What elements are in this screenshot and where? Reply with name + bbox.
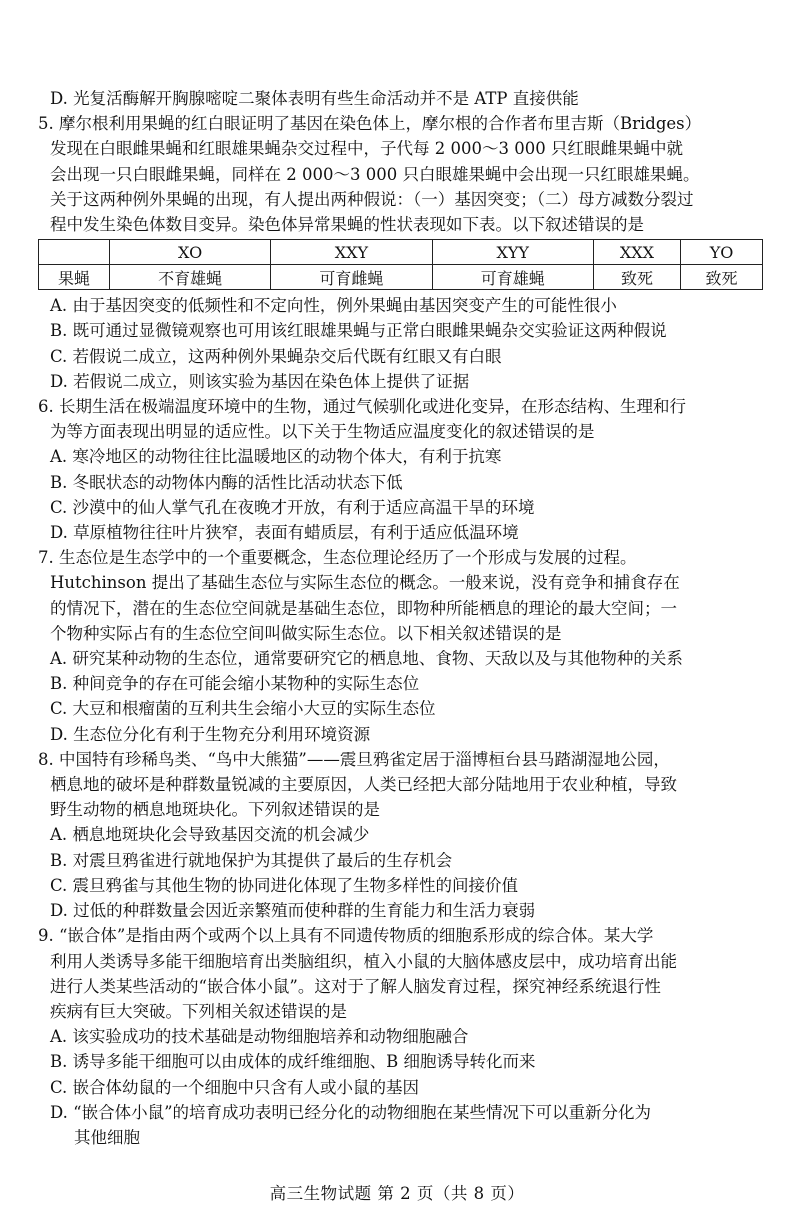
table-cell: 致死 (593, 265, 680, 290)
q5-option-d: D. 若假说二成立，则该实验为基因在染色体上提供了证据 (50, 371, 470, 391)
q5-stem-line: 5. 摩尔根利用果蝇的红白眼证明了基因在染色体上，摩尔根的合作者布里吉斯（Bridges） (38, 114, 702, 134)
table-cell: 致死 (681, 265, 763, 290)
q7-stem-line: 的情况下，潜在的生态位空间就是基础生态位，即物种所能栖息的理论的最大空间；一 (50, 598, 677, 618)
q5-stem-line: 会出现一只白眼雌果蝇，同样在 2 000～3 000 只白眼雄果蝇中会出现一只红眼雄果蝇。 (50, 164, 700, 184)
table-header-cell: XO (110, 240, 271, 265)
q9-option-d-continued: 其他细胞 (74, 1127, 140, 1147)
q9-option-c: C. 嵌合体幼鼠的一个细胞中只含有人或小鼠的基因 (50, 1077, 420, 1097)
q5-option-c: C. 若假说二成立，这两种例外果蝇杂交后代既有红眼又有白眼 (50, 346, 502, 366)
question-9 (38, 923, 766, 1150)
q7-option-d: D. 生态位分化有利于生物充分利用环境资源 (50, 724, 371, 744)
q9-stem-line: 疾病有巨大突破。下列相关叙述错误的是 (50, 1001, 347, 1021)
q9-stem-line: 进行人类某些活动的“嵌合体小鼠”。这对于了解人脑发育过程，探究神经系统退行性 (50, 976, 661, 996)
table-header-row (39, 240, 763, 265)
q5-option-a: A. 由于基因突变的低频性和不定向性，例外果蝇由基因突变产生的可能性很小 (50, 296, 617, 316)
q5-stem-line: 程中发生染色体数目变异。染色体异常果蝇的性状表现如下表。以下叙述错误的是 (50, 215, 644, 235)
table-header-cell: YO (681, 240, 763, 265)
q7-option-b: B. 种间竞争的存在可能会缩小某物种的实际生态位 (50, 674, 420, 694)
q6-stem-line: 为等方面表现出明显的适应性。以下关于生物适应温度变化的叙述错误的是 (50, 422, 595, 442)
question-8 (38, 747, 766, 923)
q4-option-d: D. 光复活酶解开胸腺嘧啶二聚体表明有些生命活动并不是 ATP 直接供能 (50, 89, 579, 108)
q9-stem-line: 9. “嵌合体”是指由两个或两个以上具有不同遗传物质的细胞系形成的综合体。某大学 (38, 926, 654, 946)
q9-option-b: B. 诱导多能干细胞可以由成体的成纤维细胞、B 细胞诱导转化而来 (50, 1052, 536, 1072)
table-header-cell: XYY (432, 240, 593, 265)
q5-stem-line: 关于这两种例外果蝇的出现，有人提出两种假说：（一）基因突变；（二）母方减数分裂过 (50, 189, 694, 209)
table-cell: 可育雌蝇 (271, 265, 432, 290)
q6-option-d: D. 草原植物往往叶片狭窄，表面有蜡质层，有利于适应低温环境 (50, 523, 519, 543)
table-cell: 不育雄蝇 (110, 265, 271, 290)
q7-stem-line: Hutchinson 提出了基础生态位与实际生态位的概念。一般来说，没有竞争和捕食存在 (50, 573, 680, 593)
table-header-cell: XXX (593, 240, 680, 265)
table-cell: 可育雄蝇 (432, 265, 593, 290)
chromosome-abnormality-table (38, 239, 763, 290)
page-footer: 高三生物试题 第 2 页（共 8 页） (269, 1184, 525, 1203)
q8-stem-line: 8. 中国特有珍稀鸟类、“鸟中大熊猫”——震旦鸦雀定居于淄博桓台县马踏湖湿地公园， (38, 749, 670, 769)
exam-page-body (38, 86, 766, 1150)
q8-stem-line: 野生动物的栖息地斑块化。下列叙述错误的是 (50, 800, 380, 820)
q6-option-c: C. 沙漠中的仙人掌气孔在夜晚才开放，有利于适应高温干旱的环境 (50, 497, 535, 517)
q7-stem-line: 个物种实际占有的生态位空间叫做实际生态位。以下相关叙述错误的是 (50, 623, 562, 643)
q8-option-c: C. 震旦鸦雀与其他生物的协同进化体现了生物多样性的间接价值 (50, 875, 519, 895)
table-row (39, 265, 763, 290)
q7-option-c: C. 大豆和根瘤菌的互利共生会缩小大豆的实际生态位 (50, 699, 436, 719)
q7-option-a: A. 研究某种动物的生态位，通常要研究它的栖息地、食物、天敌以及与其他物种的关系 (50, 649, 683, 669)
q8-stem-line: 栖息地的破坏是种群数量锐减的主要原因，人类已经把大部分陆地用于农业种植，导致 (50, 775, 677, 795)
q9-option-d: D. “嵌合体小鼠”的培育成功表明已经分化的动物细胞在某些情况下可以重新分化为 (50, 1102, 652, 1122)
q8-option-d: D. 过低的种群数量会因近亲繁殖而使种群的生育能力和生活力衰弱 (50, 901, 536, 921)
q6-option-a: A. 寒冷地区的动物往往比温暖地区的动物个体大，有利于抗寒 (50, 447, 502, 467)
q5-stem-line: 发现在白眼雌果蝇和红眼雄果蝇杂交过程中，子代每 2 000～3 000 只红眼雌果蝇中就 (50, 139, 683, 159)
question-5 (38, 111, 766, 394)
q6-stem-line: 6. 长期生活在极端温度环境中的生物，通过气候驯化或进化变异，在形态结构、生理和行 (38, 397, 686, 417)
q8-option-a: A. 栖息地斑块化会导致基因交流的机会减少 (50, 825, 370, 845)
table-header-cell: XXY (271, 240, 432, 265)
table-header-cell (39, 240, 110, 265)
q9-option-a: A. 该实验成功的技术基础是动物细胞培养和动物细胞融合 (50, 1027, 469, 1047)
q8-option-b: B. 对震旦鸦雀进行就地保护为其提供了最后的生存机会 (50, 850, 453, 870)
q7-stem-line: 7. 生态位是生态学中的一个重要概念，生态位理论经历了一个形成与发展的过程。 (38, 548, 637, 568)
question-6 (38, 394, 766, 545)
q6-option-b: B. 冬眠状态的动物体内酶的活性比活动状态下低 (50, 472, 403, 492)
table-cell: 果蝇 (39, 265, 110, 290)
q5-option-b: B. 既可通过显微镜观察也可用该红眼雄果蝇与正常白眼雌果蝇杂交实验证这两种假说 (50, 321, 667, 341)
q9-stem-line: 利用人类诱导多能干细胞培育出类脑组织，植入小鼠的大脑体感皮层中，成功培育出能 (50, 951, 677, 971)
question-7 (38, 545, 766, 747)
